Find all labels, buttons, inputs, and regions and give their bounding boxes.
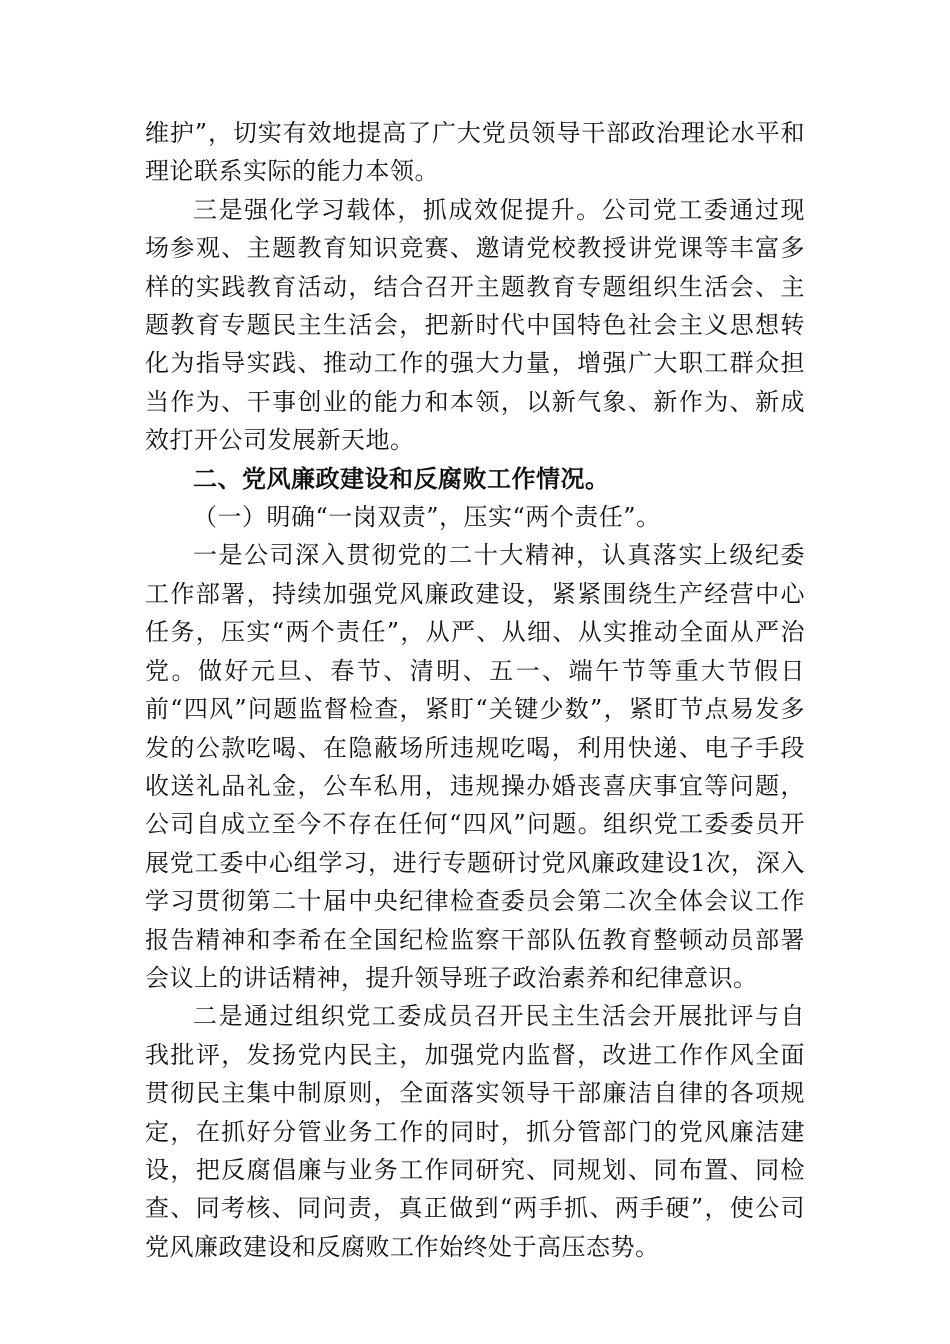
document-page: [145, 114, 805, 1266]
paragraph-first-point: 一是公司深入贯彻党的二十大精神，认真落实上级纪委工作部署，持续加强党风廉政建设，紧紧围绕生产经营中心任务，压实“两个责任”，从严、从细、从实推动全面从严治党。做好元旦、春节、清明、五一、端午节等重大节假日前“四风”问题监督检查，紧盯“关键少数”，紧盯节点易发多发的公款吃喝、在隐蔽场所违规吃喝，利用快递、电子手段收送礼品礼金，公车私用，违规操办婚丧喜庆事宜等问题，公司自成立至今不存在任何“四风”问题。组织党工委委员开展党工委中心组学习，进行专题研讨党风廉政建设1次，深入学习贯彻第二十届中央纪律检查委员会第二次全体会议工作报告精神和李希在全国纪检监察干部队伍教育整顿动员部署会议上的讲话精神，提升领导班子政治素养和纪律意识。: [145, 541, 805, 992]
paragraph-learning-carrier: 三是强化学习载体，抓成效促提升。公司党工委通过现场参观、主题教育知识竞赛、邀请党校教授讲党课等丰富多样的实践教育活动，结合召开主题教育专题组织生活会、主题教育专题民主生活会，把新时代中国特色社会主义思想转化为指导实践、推动工作的强大力量，增强广大职工群众担当作为、干事创业的能力和本领，以新气象、新作为、新成效打开公司发展新天地。: [145, 195, 805, 455]
paragraph-second-point: 二是通过组织党工委成员召开民主生活会开展批评与自我批评，发扬党内民主，加强党内监督，改进工作作风全面贯彻民主集中制原则，全面落实领导干部廉洁自律的各项规定，在抓好分管业务工作的同时，抓分管部门的党风廉洁建设，把反腐倡廉与业务工作同研究、同规划、同布置、同检查、同考核、同问责，真正做到“两手抓、两手硬”，使公司党风廉政建设和反腐败工作始终处于高压态势。: [145, 1002, 805, 1261]
paragraph-continuation: 维护”，切实有效地提高了广大党员领导干部政治理论水平和理论联系实际的能力本领。: [145, 119, 805, 186]
section-heading: 二、党风廉政建设和反腐败工作情况。: [193, 464, 610, 493]
subsection-heading: （一）明确“一岗双责”，压实“两个责任”。: [193, 503, 661, 532]
